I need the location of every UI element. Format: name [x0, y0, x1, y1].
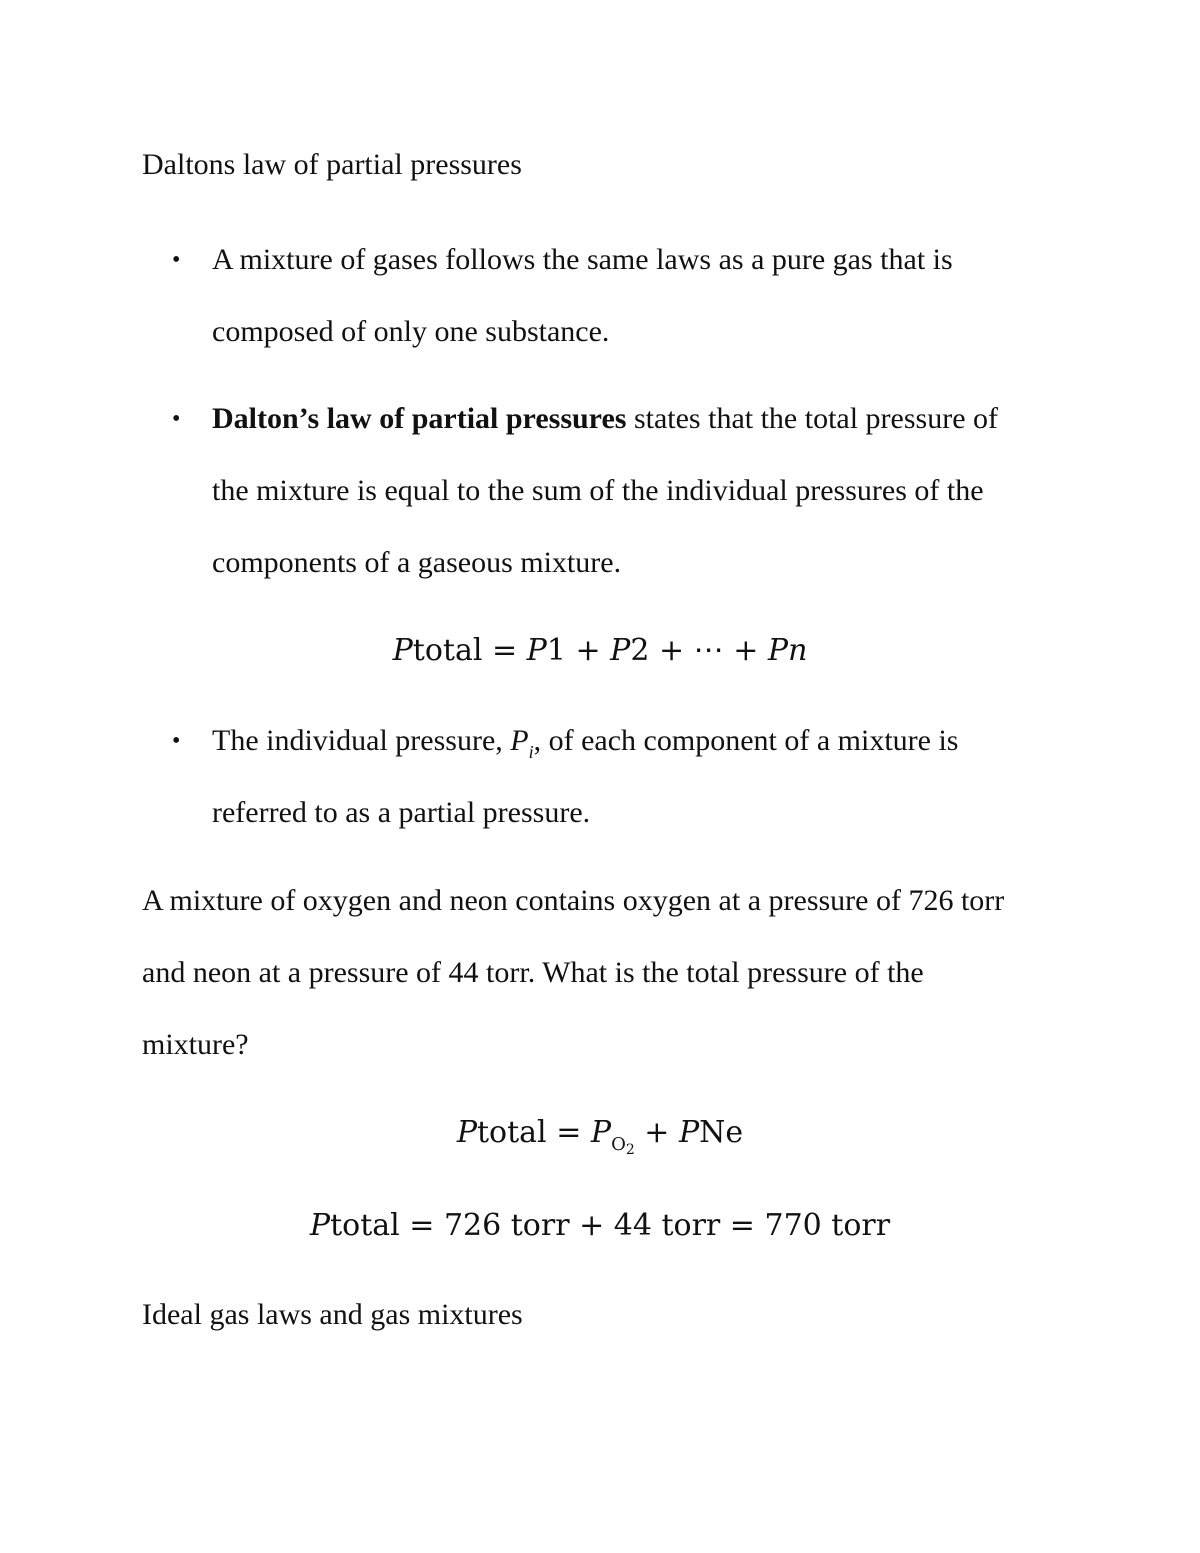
equation-result: Ptotal = 726 torr + 44 torr = 770 torr	[309, 1208, 891, 1243]
problem-line-1: A mixture of oxygen and neon contains oxygen at a pressure of 726 torr	[142, 884, 1005, 917]
partial-pressure-symbol: P	[510, 724, 529, 757]
bullet-3-line-1: The individual pressure, $P_i$, of each component of a mixture is	[212, 724, 959, 762]
equation-oxygen-neon: Ptotal = $P_{O_2}$ + PNe	[456, 1115, 744, 1158]
bullet-marker: •	[172, 728, 181, 754]
bullet-2-line-1	[212, 399, 998, 439]
bullet-2-line-2: the mixture is equal to the sum of the individual pressures of the	[212, 474, 984, 507]
problem-line-3: mixture?	[142, 1028, 249, 1061]
section-heading: Ideal gas laws and gas mixtures	[142, 1298, 523, 1331]
bullet-1-line-2: composed of only one substance.	[212, 315, 610, 348]
bullet-3-line-2: referred to as a partial pressure.	[212, 796, 591, 829]
equation-total-pressure-sum: Ptotal = P1 + P2 + ⋯ + Pn	[392, 633, 808, 668]
bullet-2-line-3: components of a gaseous mixture.	[212, 546, 622, 579]
bullet-2-line-1-rest: states that the total pressure of	[626, 402, 999, 435]
bullet-1-line-1: A mixture of gases follows the same laws as a pure gas that is	[212, 243, 953, 276]
bold-term: Dalton’s law of partial pressures	[212, 402, 627, 435]
problem-line-2: and neon at a pressure of 44 torr. What is the total pressure of the	[142, 956, 924, 989]
bullet-marker: •	[172, 406, 181, 432]
bullet-marker: •	[172, 247, 181, 273]
page-title: Daltons law of partial pressures	[142, 148, 522, 181]
